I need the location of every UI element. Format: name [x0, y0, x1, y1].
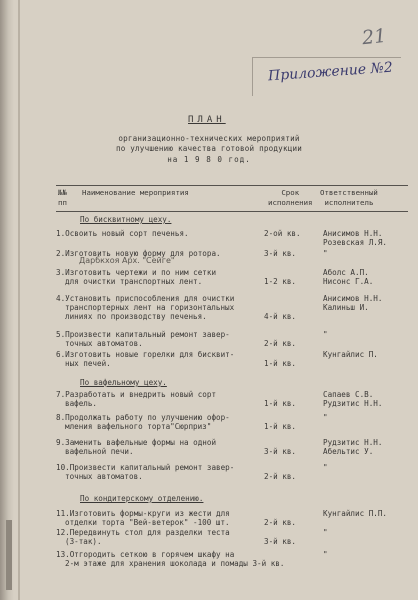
table-header-rule	[56, 211, 408, 212]
page-title: ПЛАН	[188, 115, 226, 125]
section-heading: По кондитерскому отделению.	[80, 494, 204, 503]
binding-shadow	[0, 0, 14, 600]
item-responsible: "	[323, 463, 328, 472]
item-responsible: Абельтис У.	[323, 447, 374, 456]
item-text-line: 2.Изготовить новую форму для ротора.	[56, 249, 221, 258]
item-responsible: Аболс А.П.	[323, 268, 369, 277]
item-text-line: точных автоматов.	[65, 472, 143, 481]
item-term: 1-й кв.	[264, 422, 297, 431]
item-responsible: Анисимов Н.Н.	[323, 229, 383, 238]
item-term: 3-й кв.	[264, 537, 297, 546]
subtitle-line-2: по улучшению качества готовой продукции	[115, 144, 303, 153]
item-term: 1-й кв.	[264, 359, 297, 368]
item-text-line: транспортерных лент на горизонтальных	[65, 303, 235, 312]
item-responsible: "	[323, 330, 328, 339]
item-responsible: "	[323, 528, 328, 537]
header-num: №№ пп	[58, 188, 67, 207]
item-responsible: Анисимов Н.Н.	[323, 294, 383, 303]
header-term: Срок исполнения	[268, 188, 313, 207]
section-heading: По бисквитному цеху.	[80, 215, 172, 224]
subtitle-line-3: на 1 9 8 0 год.	[167, 155, 251, 164]
item-responsible: Рудзитис Н.Н.	[323, 399, 383, 408]
archive-stamp: Дарбкхоя Арх. "Сейге"	[79, 256, 175, 265]
table-top-rule	[56, 185, 408, 186]
item-text-line: линиях по производству печенья.	[65, 312, 207, 321]
item-responsible: Кунгайлис П.	[323, 350, 378, 359]
binding-clip	[6, 520, 12, 590]
item-text-line: 4.Установить приспособления для очистки	[56, 294, 235, 303]
item-responsible: Сапаев С.В.	[323, 390, 374, 399]
item-term: 2-й кв.	[264, 339, 297, 348]
header-name: Наименование мероприятия	[82, 188, 189, 197]
item-text-line: вафельной печи.	[65, 447, 134, 456]
item-term: 3-й кв.	[264, 249, 297, 258]
item-term: 2-й кв.	[264, 472, 297, 481]
appendix-label: Приложение №2	[267, 59, 394, 85]
item-text-line: (3-так).	[65, 537, 102, 546]
item-text-line: вафель.	[65, 399, 98, 408]
item-term: 1-й кв.	[264, 399, 297, 408]
item-text-line: для очистки транспортных лент.	[65, 277, 203, 286]
item-term: 4-й кв.	[264, 312, 297, 321]
item-responsible: "	[323, 550, 328, 559]
item-text-line: 5.Произвести капитальный ремонт завер-	[56, 330, 230, 339]
item-responsible: "	[323, 413, 328, 422]
item-text-line: 9.Заменить вафельные формы на одной	[56, 438, 217, 447]
item-responsible: Нисонс Г.А.	[323, 277, 374, 286]
item-text-line: 10.Произвести капитальный ремонт завер-	[56, 463, 235, 472]
section-heading: По вафельному цеху.	[80, 378, 167, 387]
item-text-line: ных печей.	[65, 359, 111, 368]
sheet-edge	[18, 0, 20, 600]
item-text-line: отделки торта "Вей-ветерок" -100 шт.	[65, 518, 230, 527]
header-resp: Ответственный исполнитель	[320, 188, 378, 207]
item-term: 3-й кв.	[264, 447, 297, 456]
item-text-line: 8.Продолжать работу по улучшению офор-	[56, 413, 230, 422]
item-text-line: 11.Изготовить формы-круги из жести для	[56, 509, 230, 518]
item-text-line: 12.Передвинуть стол для разделки теста	[56, 528, 230, 537]
item-text-line: 7.Разработать и внедрить новый сорт	[56, 390, 217, 399]
item-term: 2-ой кв.	[264, 229, 301, 238]
item-text-line: 13.Отгородить сеткою в горячем шкафу на	[56, 550, 235, 559]
item-responsible: "	[323, 249, 328, 258]
item-text-line: мления вафельного торта"Сюрприз"	[65, 422, 212, 431]
item-responsible: Розевская Л.Я.	[323, 238, 388, 247]
item-term: 2-й кв.	[264, 518, 297, 527]
item-text-line: 2-м этаже для хранения шоколада и помады 3-й кв.	[65, 559, 285, 568]
item-responsible: Рудзитис Н.Н.	[323, 438, 383, 447]
item-text-line: 6.Изготовить новые горелки для бисквит-	[56, 350, 235, 359]
item-text-line: 3.Изготовить чертежи и по ним сетки	[56, 268, 217, 277]
item-term: 1-2 кв.	[264, 277, 297, 286]
item-responsible: Кунгайлис П.П.	[323, 509, 388, 518]
folio-number: 21	[360, 24, 388, 50]
item-text-line: точных автоматов.	[65, 339, 143, 348]
item-text-line: 1.Освоить новый сорт печенья.	[56, 229, 189, 238]
item-responsible: Калиньш И.	[323, 303, 369, 312]
subtitle-line-1: организационно-технических мероприятий	[118, 134, 300, 143]
